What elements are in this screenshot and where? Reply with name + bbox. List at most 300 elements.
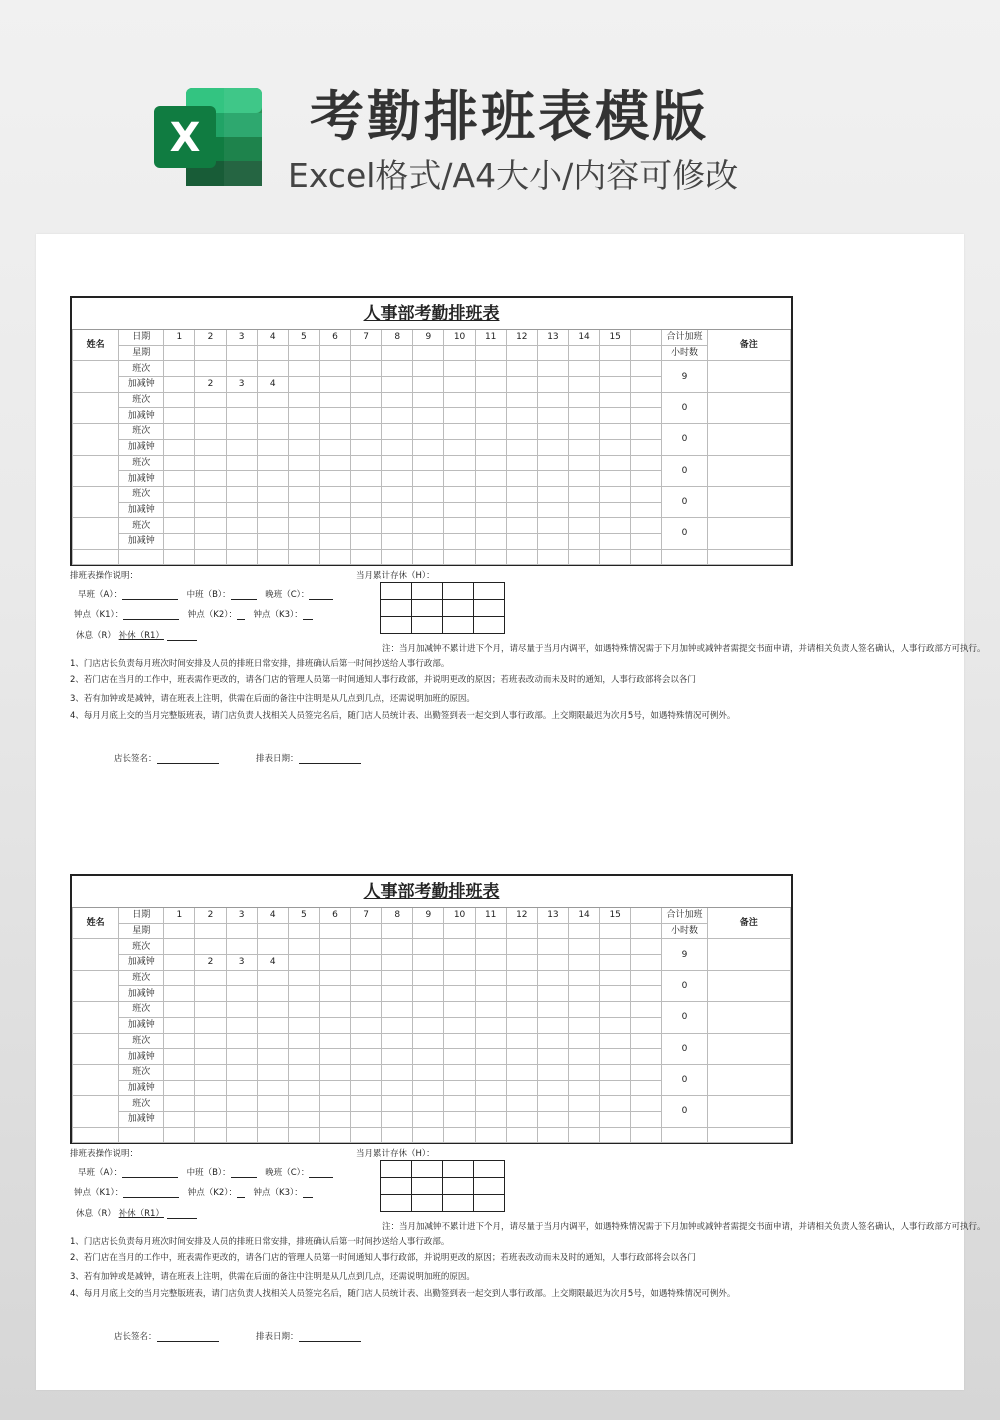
overtime-cell[interactable] [568, 377, 599, 393]
weekday-cell[interactable] [475, 923, 506, 939]
overtime-cell[interactable] [506, 439, 537, 455]
shift-cell[interactable] [600, 970, 631, 986]
overtime-cell[interactable] [444, 955, 475, 971]
overtime-cell[interactable] [164, 439, 195, 455]
shift-cell[interactable] [288, 361, 319, 377]
employee-name-cell[interactable] [73, 939, 119, 970]
shift-cell[interactable] [257, 518, 288, 534]
shift-cell[interactable] [506, 392, 537, 408]
overtime-cell[interactable] [226, 986, 257, 1002]
weekday-cell[interactable] [288, 923, 319, 939]
overtime-cell[interactable] [413, 1111, 444, 1127]
overtime-cell[interactable] [475, 1111, 506, 1127]
accum-cell[interactable] [443, 1161, 474, 1178]
remark-cell[interactable] [707, 1096, 790, 1127]
shift-cell[interactable] [164, 1002, 195, 1018]
overtime-cell[interactable] [506, 1049, 537, 1065]
shift-cell[interactable] [164, 939, 195, 955]
overtime-cell[interactable] [537, 502, 568, 518]
employee-name-cell[interactable] [73, 392, 119, 423]
shift-cell[interactable] [413, 455, 444, 471]
shift-cell[interactable] [475, 392, 506, 408]
shift-cell[interactable] [195, 1096, 226, 1112]
shift-cell[interactable] [631, 970, 662, 986]
shift-cell[interactable] [257, 1002, 288, 1018]
overtime-cell[interactable] [568, 439, 599, 455]
overtime-cell[interactable] [631, 1111, 662, 1127]
weekday-cell[interactable] [351, 923, 382, 939]
overtime-cell[interactable] [413, 377, 444, 393]
shift-cell[interactable] [257, 424, 288, 440]
shift-cell[interactable] [319, 392, 350, 408]
shift-cell[interactable] [600, 1033, 631, 1049]
weekday-cell[interactable] [537, 345, 568, 361]
shift-cell[interactable] [600, 486, 631, 502]
shift-cell[interactable] [444, 1064, 475, 1080]
overtime-cell[interactable] [600, 955, 631, 971]
accum-cell[interactable] [412, 583, 443, 600]
accum-cell[interactable] [381, 617, 412, 634]
accum-cell[interactable] [381, 1195, 412, 1212]
overtime-cell[interactable] [319, 502, 350, 518]
overtime-cell[interactable] [257, 502, 288, 518]
overtime-cell[interactable] [537, 439, 568, 455]
shift-cell[interactable] [319, 1033, 350, 1049]
overtime-cell[interactable] [319, 408, 350, 424]
overtime-cell[interactable] [288, 955, 319, 971]
overtime-cell[interactable] [444, 408, 475, 424]
remark-cell[interactable] [707, 970, 790, 1001]
shift-cell[interactable] [568, 1096, 599, 1112]
overtime-cell[interactable] [382, 955, 413, 971]
accum-cell[interactable] [474, 1161, 505, 1178]
employee-name-cell[interactable] [73, 455, 119, 486]
sign-manager-line[interactable] [157, 1331, 219, 1342]
shift-cell[interactable] [226, 361, 257, 377]
shift-cell[interactable] [288, 518, 319, 534]
overtime-cell[interactable] [351, 1080, 382, 1096]
shift-cell[interactable] [537, 486, 568, 502]
shift-cell[interactable] [226, 1096, 257, 1112]
overtime-cell[interactable] [568, 1049, 599, 1065]
overtime-cell[interactable]: 4 [257, 377, 288, 393]
shift-cell[interactable] [600, 361, 631, 377]
overtime-cell[interactable] [195, 1049, 226, 1065]
overtime-cell[interactable] [506, 1111, 537, 1127]
overtime-cell[interactable] [288, 408, 319, 424]
shift-cell[interactable] [257, 1033, 288, 1049]
overtime-cell[interactable] [319, 533, 350, 549]
shift-cell[interactable] [257, 455, 288, 471]
shift-cell[interactable] [600, 455, 631, 471]
overtime-cell[interactable] [413, 986, 444, 1002]
shift-cell[interactable] [568, 1002, 599, 1018]
overtime-cell[interactable] [351, 1049, 382, 1065]
shift-cell[interactable] [506, 1002, 537, 1018]
shift-cell[interactable] [568, 970, 599, 986]
shift-cell[interactable] [195, 486, 226, 502]
shift-cell[interactable] [164, 424, 195, 440]
remark-cell[interactable] [707, 1064, 790, 1095]
shift-cell[interactable] [382, 455, 413, 471]
overtime-cell[interactable] [537, 408, 568, 424]
shift-cell[interactable] [506, 1033, 537, 1049]
overtime-cell[interactable] [475, 439, 506, 455]
shift-cell[interactable] [319, 518, 350, 534]
weekday-cell[interactable] [631, 345, 662, 361]
overtime-cell[interactable] [257, 471, 288, 487]
overtime-cell[interactable] [226, 439, 257, 455]
shift-cell[interactable] [413, 1002, 444, 1018]
overtime-cell[interactable] [413, 1049, 444, 1065]
remark-cell[interactable] [707, 486, 790, 517]
overtime-cell[interactable] [537, 377, 568, 393]
employee-name-cell[interactable] [73, 1033, 119, 1064]
overtime-cell[interactable] [413, 471, 444, 487]
overtime-cell[interactable] [631, 377, 662, 393]
weekday-cell[interactable] [413, 345, 444, 361]
overtime-cell[interactable] [475, 377, 506, 393]
overtime-cell[interactable] [537, 1111, 568, 1127]
overtime-cell[interactable] [382, 439, 413, 455]
overtime-cell[interactable] [444, 1049, 475, 1065]
weekday-cell[interactable] [600, 345, 631, 361]
overtime-cell[interactable] [631, 1049, 662, 1065]
overtime-cell[interactable] [475, 986, 506, 1002]
overtime-cell[interactable] [195, 502, 226, 518]
accum-cell[interactable] [443, 1178, 474, 1195]
shift-cell[interactable] [164, 361, 195, 377]
shift-cell[interactable] [257, 392, 288, 408]
overtime-cell[interactable] [600, 533, 631, 549]
overtime-cell[interactable] [351, 502, 382, 518]
accum-cell[interactable] [381, 583, 412, 600]
overtime-cell[interactable] [319, 439, 350, 455]
shift-cell[interactable] [444, 939, 475, 955]
overtime-cell[interactable] [600, 377, 631, 393]
overtime-cell[interactable] [257, 1111, 288, 1127]
overtime-cell[interactable] [568, 1080, 599, 1096]
remark-cell[interactable] [707, 424, 790, 455]
accum-cell[interactable] [443, 1195, 474, 1212]
sign-date-line[interactable] [299, 753, 361, 764]
weekday-cell[interactable] [319, 345, 350, 361]
overtime-cell[interactable]: 2 [195, 377, 226, 393]
shift-cell[interactable] [164, 1033, 195, 1049]
weekday-cell[interactable] [164, 345, 195, 361]
overtime-cell[interactable] [444, 986, 475, 1002]
shift-cell[interactable] [475, 1002, 506, 1018]
overtime-cell[interactable] [351, 1111, 382, 1127]
shift-cell[interactable] [631, 424, 662, 440]
overtime-cell[interactable] [257, 1080, 288, 1096]
overtime-cell[interactable] [351, 471, 382, 487]
employee-name-cell[interactable] [73, 486, 119, 517]
shift-cell[interactable] [631, 939, 662, 955]
overtime-cell[interactable] [506, 986, 537, 1002]
weekday-cell[interactable] [288, 345, 319, 361]
overtime-cell[interactable] [600, 502, 631, 518]
weekday-cell[interactable] [319, 923, 350, 939]
shift-cell[interactable] [506, 1096, 537, 1112]
overtime-cell[interactable] [568, 502, 599, 518]
overtime-cell[interactable] [444, 471, 475, 487]
shift-cell[interactable] [319, 486, 350, 502]
overtime-cell[interactable] [319, 1017, 350, 1033]
accum-cell[interactable] [474, 617, 505, 634]
overtime-cell[interactable] [413, 1017, 444, 1033]
shift-cell[interactable] [537, 970, 568, 986]
shift-cell[interactable] [413, 392, 444, 408]
employee-name-cell[interactable] [73, 1002, 119, 1033]
shift-cell[interactable] [351, 939, 382, 955]
overtime-cell[interactable] [226, 408, 257, 424]
shift-cell[interactable] [226, 518, 257, 534]
weekday-cell[interactable] [351, 345, 382, 361]
accum-cell[interactable] [443, 617, 474, 634]
shift-cell[interactable] [226, 486, 257, 502]
shift-cell[interactable] [475, 361, 506, 377]
shift-cell[interactable] [600, 518, 631, 534]
shift-cell[interactable] [226, 1064, 257, 1080]
overtime-cell[interactable] [351, 408, 382, 424]
weekday-cell[interactable] [600, 923, 631, 939]
accum-cell[interactable] [412, 1178, 443, 1195]
overtime-cell[interactable]: 2 [195, 955, 226, 971]
shift-cell[interactable] [319, 1064, 350, 1080]
overtime-cell[interactable] [600, 1080, 631, 1096]
overtime-cell[interactable] [631, 502, 662, 518]
shift-cell[interactable] [257, 970, 288, 986]
overtime-cell[interactable] [475, 955, 506, 971]
shift-cell[interactable] [351, 1033, 382, 1049]
shift-cell[interactable] [475, 970, 506, 986]
shift-cell[interactable] [351, 455, 382, 471]
shift-cell[interactable] [413, 1096, 444, 1112]
remark-cell[interactable] [707, 1033, 790, 1064]
overtime-cell[interactable]: 3 [226, 377, 257, 393]
overtime-cell[interactable] [568, 955, 599, 971]
overtime-cell[interactable] [319, 1080, 350, 1096]
overtime-cell[interactable] [537, 471, 568, 487]
overtime-cell[interactable] [382, 1049, 413, 1065]
overtime-cell[interactable] [413, 1080, 444, 1096]
shift-cell[interactable] [537, 455, 568, 471]
accum-cell[interactable] [474, 1178, 505, 1195]
shift-cell[interactable] [631, 392, 662, 408]
overtime-cell[interactable] [164, 377, 195, 393]
shift-cell[interactable] [475, 455, 506, 471]
shift-cell[interactable] [164, 392, 195, 408]
overtime-cell[interactable] [506, 502, 537, 518]
shift-cell[interactable] [164, 518, 195, 534]
shift-cell[interactable] [537, 518, 568, 534]
overtime-cell[interactable] [631, 1017, 662, 1033]
shift-cell[interactable] [288, 939, 319, 955]
shift-cell[interactable] [475, 939, 506, 955]
overtime-cell[interactable] [382, 1080, 413, 1096]
weekday-cell[interactable] [195, 923, 226, 939]
overtime-cell[interactable] [195, 986, 226, 1002]
shift-cell[interactable] [631, 1064, 662, 1080]
shift-cell[interactable] [351, 392, 382, 408]
weekday-cell[interactable] [257, 345, 288, 361]
shift-cell[interactable] [444, 970, 475, 986]
accum-cell[interactable] [443, 583, 474, 600]
remark-cell[interactable] [707, 361, 790, 392]
weekday-cell[interactable] [537, 923, 568, 939]
weekday-cell[interactable] [226, 923, 257, 939]
shift-cell[interactable] [444, 1096, 475, 1112]
shift-cell[interactable] [257, 1064, 288, 1080]
accum-cell[interactable] [474, 1195, 505, 1212]
remark-cell[interactable] [707, 939, 790, 970]
overtime-cell[interactable] [444, 1080, 475, 1096]
overtime-cell[interactable] [631, 408, 662, 424]
weekday-cell[interactable] [475, 345, 506, 361]
overtime-cell[interactable] [475, 1049, 506, 1065]
overtime-cell[interactable] [195, 408, 226, 424]
overtime-cell[interactable] [600, 986, 631, 1002]
shift-cell[interactable] [600, 1096, 631, 1112]
weekday-cell[interactable] [568, 923, 599, 939]
overtime-cell[interactable] [600, 1049, 631, 1065]
shift-cell[interactable] [568, 392, 599, 408]
overtime-cell[interactable] [319, 1049, 350, 1065]
employee-name-cell[interactable] [73, 518, 119, 549]
shift-cell[interactable] [319, 970, 350, 986]
shift-cell[interactable] [319, 424, 350, 440]
shift-cell[interactable] [631, 1002, 662, 1018]
overtime-cell[interactable] [351, 533, 382, 549]
overtime-cell[interactable] [382, 986, 413, 1002]
overtime-cell[interactable] [568, 1111, 599, 1127]
shift-cell[interactable] [475, 486, 506, 502]
shift-cell[interactable] [568, 939, 599, 955]
employee-name-cell[interactable] [73, 970, 119, 1001]
shift-cell[interactable] [506, 518, 537, 534]
shift-cell[interactable] [382, 424, 413, 440]
overtime-cell[interactable] [631, 471, 662, 487]
overtime-cell[interactable] [631, 955, 662, 971]
shift-cell[interactable] [444, 424, 475, 440]
shift-cell[interactable] [444, 455, 475, 471]
overtime-cell[interactable] [475, 471, 506, 487]
shift-cell[interactable] [568, 1064, 599, 1080]
shift-cell[interactable] [164, 970, 195, 986]
overtime-cell[interactable] [226, 471, 257, 487]
overtime-cell[interactable] [257, 408, 288, 424]
shift-cell[interactable] [351, 486, 382, 502]
shift-cell[interactable] [226, 455, 257, 471]
weekday-cell[interactable] [226, 345, 257, 361]
overtime-cell[interactable] [164, 1017, 195, 1033]
shift-cell[interactable] [319, 1002, 350, 1018]
overtime-cell[interactable] [195, 1111, 226, 1127]
overtime-cell[interactable] [568, 471, 599, 487]
overtime-cell[interactable] [537, 986, 568, 1002]
accum-cell[interactable] [381, 1178, 412, 1195]
overtime-cell[interactable] [382, 1017, 413, 1033]
remark-cell[interactable] [707, 518, 790, 549]
weekday-cell[interactable] [382, 923, 413, 939]
shift-cell[interactable] [195, 392, 226, 408]
overtime-cell[interactable] [382, 408, 413, 424]
shift-cell[interactable] [475, 424, 506, 440]
shift-cell[interactable] [631, 486, 662, 502]
overtime-cell[interactable] [319, 377, 350, 393]
shift-cell[interactable] [382, 1002, 413, 1018]
overtime-cell[interactable] [195, 471, 226, 487]
overtime-cell[interactable] [288, 502, 319, 518]
shift-cell[interactable] [257, 486, 288, 502]
accum-cell[interactable] [443, 600, 474, 617]
overtime-cell[interactable] [444, 502, 475, 518]
overtime-cell[interactable] [319, 1111, 350, 1127]
shift-cell[interactable] [351, 1002, 382, 1018]
overtime-cell[interactable] [382, 471, 413, 487]
overtime-cell[interactable] [413, 502, 444, 518]
shift-cell[interactable] [288, 455, 319, 471]
shift-cell[interactable] [537, 1064, 568, 1080]
overtime-cell[interactable] [164, 986, 195, 1002]
shift-cell[interactable] [444, 518, 475, 534]
accum-cell[interactable] [412, 1161, 443, 1178]
remark-cell[interactable] [707, 455, 790, 486]
accum-cell[interactable] [381, 600, 412, 617]
employee-name-cell[interactable] [73, 1096, 119, 1127]
shift-cell[interactable] [600, 392, 631, 408]
overtime-cell[interactable] [351, 955, 382, 971]
shift-cell[interactable] [195, 1064, 226, 1080]
shift-cell[interactable] [164, 455, 195, 471]
shift-cell[interactable] [444, 1033, 475, 1049]
overtime-cell[interactable] [631, 986, 662, 1002]
shift-cell[interactable] [506, 939, 537, 955]
shift-cell[interactable] [288, 970, 319, 986]
overtime-cell[interactable] [475, 502, 506, 518]
shift-cell[interactable] [413, 1064, 444, 1080]
overtime-cell[interactable] [226, 1017, 257, 1033]
shift-cell[interactable] [195, 939, 226, 955]
overtime-cell[interactable] [319, 986, 350, 1002]
weekday-cell[interactable] [195, 345, 226, 361]
overtime-cell[interactable] [475, 1017, 506, 1033]
shift-cell[interactable] [382, 361, 413, 377]
overtime-cell[interactable] [164, 502, 195, 518]
accum-cell[interactable] [412, 1195, 443, 1212]
shift-cell[interactable] [288, 486, 319, 502]
shift-cell[interactable] [257, 361, 288, 377]
overtime-cell[interactable] [631, 533, 662, 549]
shift-cell[interactable] [444, 361, 475, 377]
accum-cell[interactable] [474, 600, 505, 617]
accum-cell[interactable] [381, 1161, 412, 1178]
overtime-cell[interactable] [444, 1017, 475, 1033]
shift-cell[interactable] [631, 1033, 662, 1049]
overtime-cell[interactable] [413, 408, 444, 424]
overtime-cell[interactable] [568, 533, 599, 549]
overtime-cell[interactable] [164, 1049, 195, 1065]
overtime-cell[interactable] [568, 408, 599, 424]
overtime-cell[interactable] [288, 471, 319, 487]
overtime-cell[interactable] [537, 1049, 568, 1065]
shift-cell[interactable] [631, 1096, 662, 1112]
shift-cell[interactable] [537, 939, 568, 955]
weekday-cell[interactable] [444, 345, 475, 361]
shift-cell[interactable] [413, 424, 444, 440]
employee-name-cell[interactable] [73, 424, 119, 455]
